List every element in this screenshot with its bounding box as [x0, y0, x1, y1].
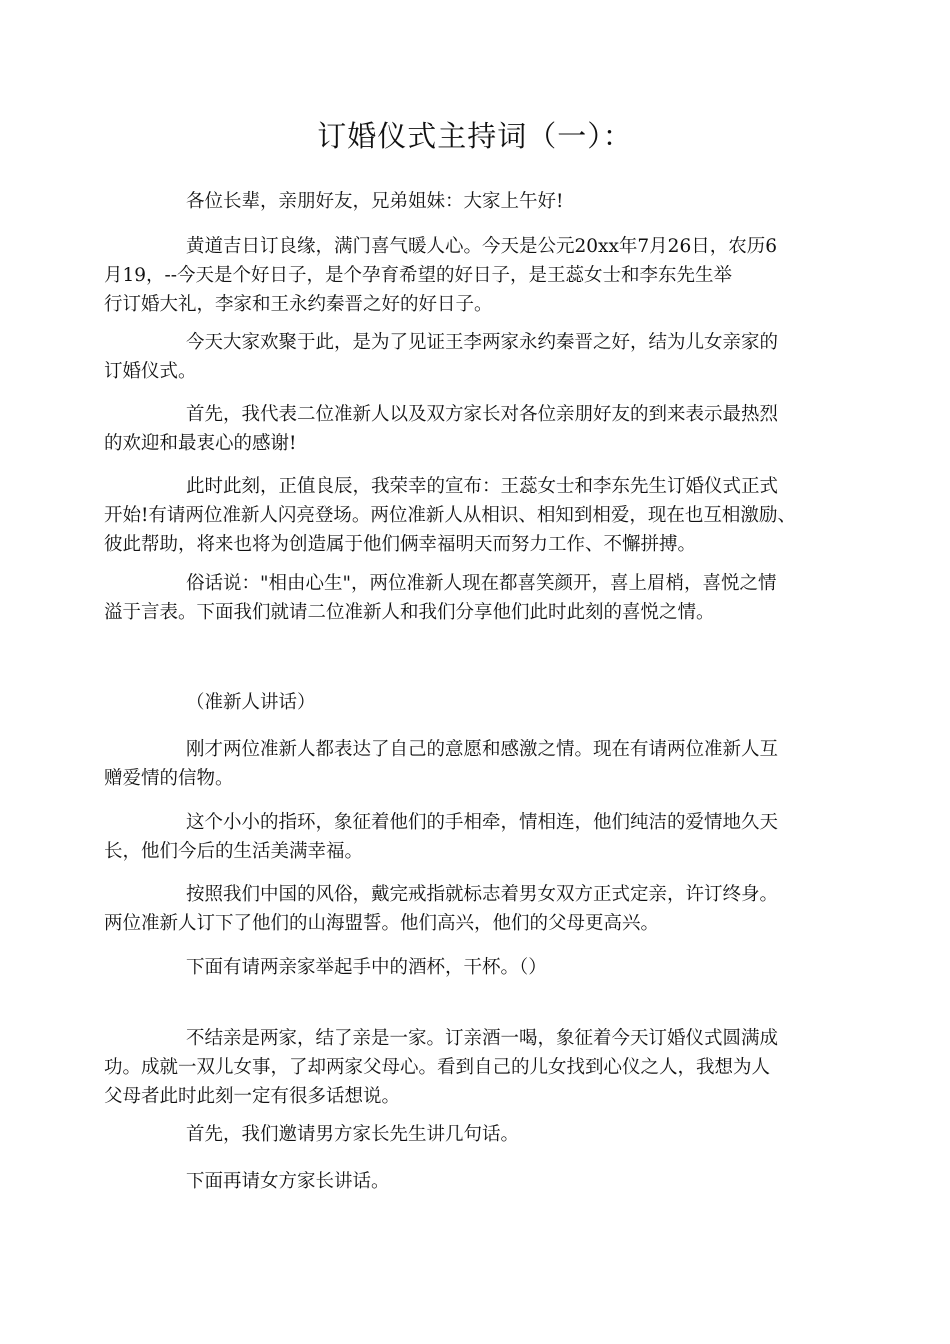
paragraph-line: 行订婚大礼，李家和王永约秦晋之好的好日子。	[104, 294, 493, 315]
paragraph-line: 父母者此时此刻一定有很多话想说。	[104, 1086, 401, 1107]
paragraph	[104, 232, 854, 319]
paragraph	[104, 808, 854, 866]
paragraph	[104, 472, 854, 559]
paragraph	[104, 1024, 854, 1111]
paragraph-line: 按照我们中国的风俗，戴完戒指就标志着男女双方正式定亲，许订终身。	[186, 884, 779, 905]
paragraph-line: 首先，我们邀请男方家长先生讲几句话。	[186, 1124, 520, 1145]
paragraph-line: 彼此帮助，将来也将为创造属于他们俩幸福明天而努力工作、不懈拼搏。	[104, 534, 697, 555]
paragraph-line: 长，他们今后的生活美满幸福。	[104, 841, 364, 862]
paragraph-line: 订婚仪式。	[104, 361, 197, 382]
paragraph	[104, 328, 854, 386]
paragraph	[104, 400, 854, 458]
paragraph-line: 各位长辈，亲朋好友，兄弟姐妹：大家上午好!	[186, 191, 564, 212]
paragraph-line: 此时此刻，正值良辰，我荣幸的宣布：王蕊女士和李东先生订婚仪式正式	[186, 476, 779, 497]
paragraph	[104, 187, 854, 216]
paragraph-line: 下面有请两亲家举起手中的酒杯，干杯。（）	[186, 957, 547, 978]
paragraph-line: 溢于言表。下面我们就请二位准新人和我们分享他们此时此刻的喜悦之情。	[104, 602, 715, 623]
paragraph-line: 赠爱情的信物。	[104, 768, 234, 789]
paragraph-line: 首先，我代表二位准新人以及双方家长对各位亲朋好友的到来表示最热烈	[186, 404, 779, 425]
paragraph-line: 刚才两位准新人都表达了自己的意愿和感激之情。现在有请两位准新人互	[186, 739, 779, 760]
paragraph-line: 功。成就一双儿女事，了却两家父母心。看到自己的儿女找到心仪之人，我想为人	[104, 1057, 771, 1078]
paragraph-line: 两位准新人订下了他们的山海盟誓。他们高兴，他们的父母更高兴。	[104, 913, 660, 934]
paragraph-line: 不结亲是两家，结了亲是一家。订亲酒一喝，象征着今天订婚仪式圆满成	[186, 1028, 779, 1049]
paragraph	[104, 688, 854, 717]
paragraph	[104, 880, 854, 938]
paragraph-line: 今天大家欢聚于此，是为了见证王李两家永约秦晋之好，结为儿女亲家的	[186, 332, 779, 353]
paragraph-line: （准新人讲话）	[186, 692, 316, 713]
paragraph	[104, 569, 854, 627]
document-title: 订婚仪式主持词（一）：	[317, 119, 633, 153]
paragraph-line: 黄道吉日订良缘，满门喜气暖人心。今天是公元20xx年7月26日，农历6	[186, 236, 777, 257]
paragraph-line: 的欢迎和最衷心的感谢!	[104, 433, 297, 454]
paragraph-line: 俗话说："相由心生"，两位准新人现在都喜笑颜开，喜上眉梢，喜悦之情	[186, 573, 777, 594]
paragraph	[104, 735, 854, 793]
paragraph-line: 月19，--今天是个好日子，是个孕育希望的好日子，是王蕊女士和李东先生举	[104, 265, 733, 286]
paragraph-line: 下面再请女方家长讲话。	[186, 1171, 390, 1192]
paragraph	[104, 953, 854, 982]
paragraph	[104, 1120, 854, 1149]
paragraph	[104, 1167, 854, 1196]
paragraph-line: 开始!有请两位准新人闪亮登场。两位准新人从相识、相知到相爱，现在也互相激励、	[104, 505, 796, 526]
paragraph-line: 这个小小的指环，象征着他们的手相牵，情相连，他们纯洁的爱情地久天	[186, 812, 779, 833]
